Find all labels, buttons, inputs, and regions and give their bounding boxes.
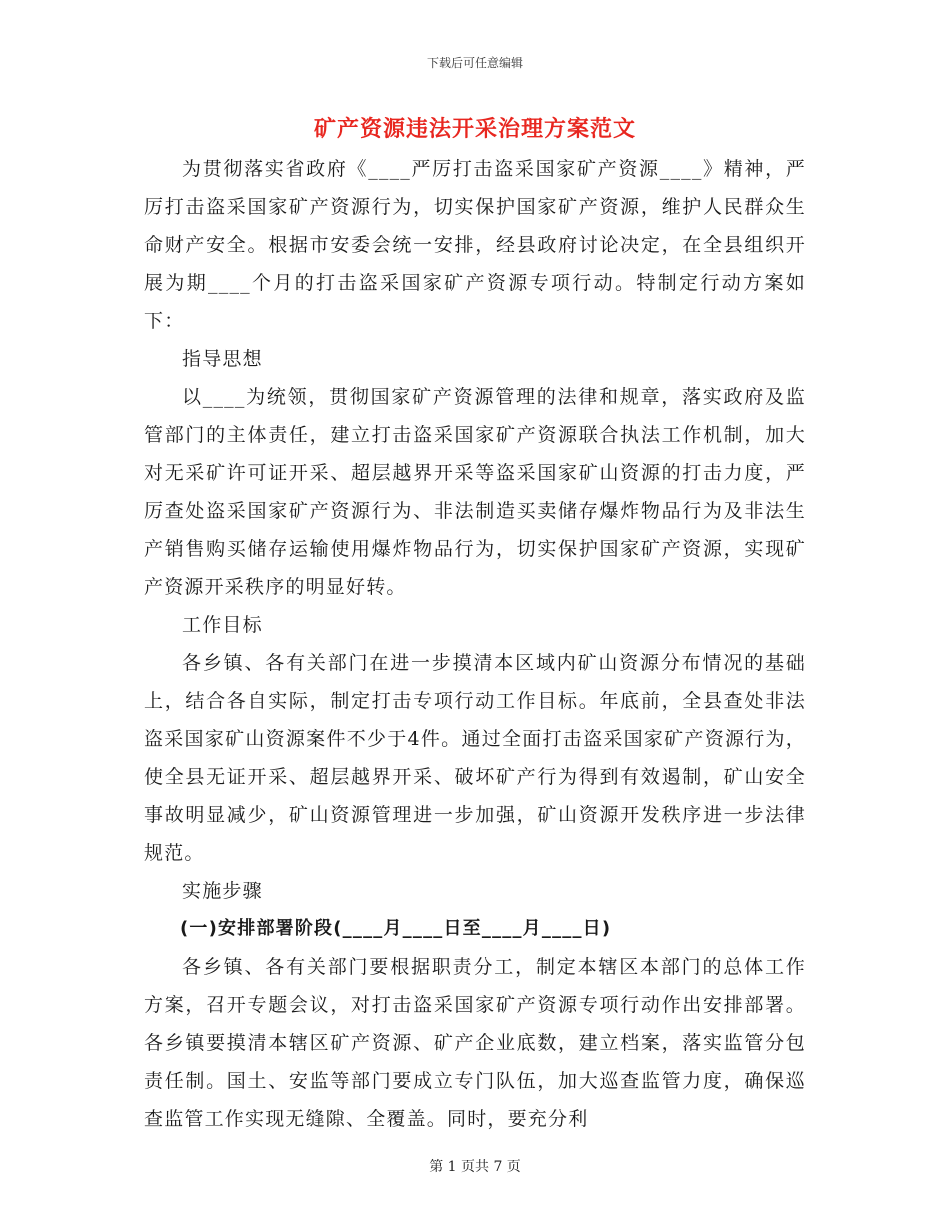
intro-paragraph: 为贯彻落实省政府《____严厉打击盗采国家矿产资源____》精神，严厉打击盗采国家矿产资源行为，切实保护国家矿产资源，维护人民群众生命财产安全。根据市安委会统一安排，经县政府讨论决定，在全县组织开展为期____个月的打击盗采国家矿产资源专项行动。特制定行动方案如下： <box>144 158 806 332</box>
document-title: 矿产资源违法开采治理方案范文 <box>313 116 636 142</box>
section-heading-work-goals: 工作目标 <box>182 614 263 636</box>
deployment-stage-paragraph: 各乡镇、各有关部门要根据职责分工，制定本辖区本部门的总体工作方案，召开专题会议，对打击盗采国家矿产资源专项行动作出安排部署。各乡镇要摸清本辖区矿产资源、矿产企业底数，建立档案，落实监管分包责任制。国土、安监等部门要成立专门队伍，加大巡查监管力度，确保巡查监管工作实现无缝隙、全覆盖。同时，要充分利 <box>144 956 806 1130</box>
section-heading-implementation-steps: 实施步骤 <box>182 880 263 902</box>
subsection-heading-deployment-stage: (一)安排部署阶段(____月____日至____月____日) <box>180 918 612 939</box>
section-heading-guiding-thought: 指导思想 <box>182 348 263 370</box>
document-body <box>144 150 806 1138</box>
header-note: 下载后可任意编辑 <box>426 56 523 70</box>
page-number: 第 1 页共 7 页 <box>429 1159 521 1175</box>
work-goals-paragraph: 各乡镇、各有关部门在进一步摸清本区域内矿山资源分布情况的基础上，结合各自实际，制定打击专项行动工作目标。年底前，全县查处非法盗采国家矿山资源案件不少于4件。通过全面打击盗采国家矿产资源行为，使全县无证开采、超层越界开采、破坏矿产行为得到有效遏制，矿山安全事故明显减少，矿山资源管理进一步加强，矿山资源开发秩序进一步法律规范。 <box>144 652 806 864</box>
guiding-thought-paragraph: 以____为统领，贯彻国家矿产资源管理的法律和规章，落实政府及监管部门的主体责任，建立打击盗采国家矿产资源联合执法工作机制，加大对无采矿许可证开采、超层越界开采等盗采国家矿山资源的打击力度，严厉查处盗采国家矿产资源行为、非法制造买卖储存爆炸物品行为及非法生产销售购买储存运输使用爆炸物品行为，切实保护国家矿产资源，实现矿产资源开采秩序的明显好转。 <box>144 386 806 598</box>
